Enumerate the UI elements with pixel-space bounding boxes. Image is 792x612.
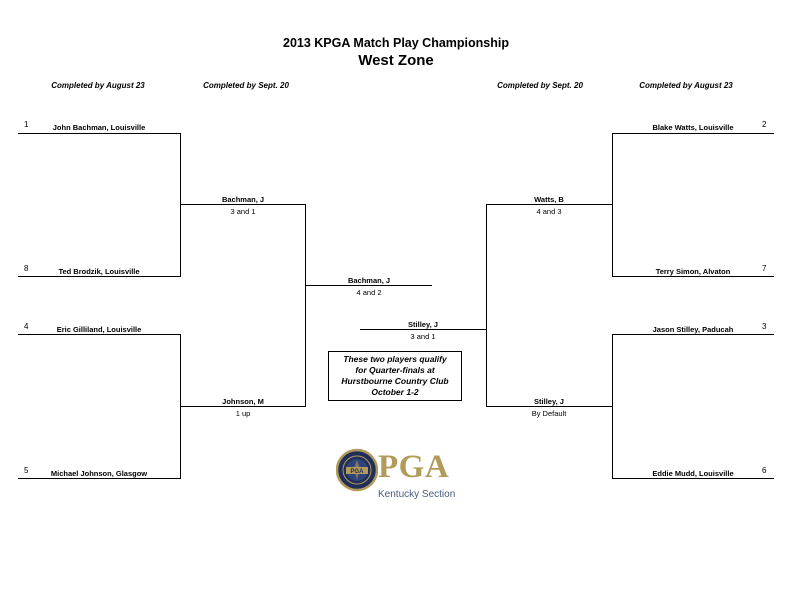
emblem-text: PGA [350,469,364,475]
bracket-line [306,285,432,286]
bracket-line [612,133,774,134]
page-title: 2013 KPGA Match Play Championship [283,36,509,50]
column-header-right-round2: Completed by Sept. 20 [497,81,583,90]
player-name: Eddie Mudd, Louisville [652,469,734,478]
match-score: By Default [531,409,567,418]
match-score: 4 and 2 [356,288,382,297]
bracket-line [612,276,774,277]
pga-emblem-icon [336,446,378,496]
seed-number: 1 [24,120,29,129]
seed-number: 2 [762,120,767,129]
bracket-line [18,133,181,134]
note-line: for Quarter-finals at [355,365,435,375]
bracket-line [180,406,306,407]
match-score: 3 and 1 [230,207,256,216]
column-header-right-round1: Completed by August 23 [639,81,733,90]
bracket-line [18,276,181,277]
bracket-connector [305,204,306,407]
bracket-line [612,478,774,479]
column-header-left-round2: Completed by Sept. 20 [203,81,289,90]
bracket-line [18,478,181,479]
note-line: Hurstbourne Country Club [341,376,449,386]
bracket-connector [612,133,613,277]
bracket-line [612,334,774,335]
player-name: Eric Gilliland, Louisville [56,325,142,334]
match-score: 1 up [235,409,251,418]
player-name: John Bachman, Louisville [52,123,146,132]
bracket-line [18,334,181,335]
round2-winner: Bachman, J [221,195,265,204]
bracket-connector [180,133,181,277]
player-name: Blake Watts, Louisville [652,123,734,132]
bracket-connector [486,204,487,407]
player-name: Michael Johnson, Glasgow [50,469,148,478]
bracket-line [360,329,487,330]
zone-qualifier: Bachman, J [347,276,391,285]
seed-number: 6 [762,466,767,475]
match-score: 4 and 3 [536,207,562,216]
player-name: Ted Brodzik, Louisville [58,267,140,276]
match-score: 3 and 1 [410,332,436,341]
round2-winner: Stilley, J [534,397,564,406]
seed-number: 8 [24,264,29,273]
qualification-note [328,351,462,401]
note-line: These two players qualify [343,354,447,364]
player-name: Terry Simon, Alvaton [655,267,731,276]
note-line: October 1-2 [371,387,419,397]
column-header-left-round1: Completed by August 23 [51,81,145,90]
page-subtitle: West Zone [358,52,434,69]
zone-qualifier: Stilley, J [408,320,438,329]
bracket-line [486,204,613,205]
round2-winner: Watts, B [534,195,564,204]
seed-number: 3 [762,322,767,331]
seed-number: 5 [24,466,29,475]
bracket-line [180,204,306,205]
player-name: Jason Stilley, Paducah [652,325,734,334]
bracket-line [486,406,613,407]
seed-number: 7 [762,264,767,273]
section-label: Kentucky Section [378,489,456,500]
seed-number: 4 [24,322,29,331]
round2-winner: Johnson, M [222,397,264,406]
pga-wordmark: PGA [378,449,450,485]
